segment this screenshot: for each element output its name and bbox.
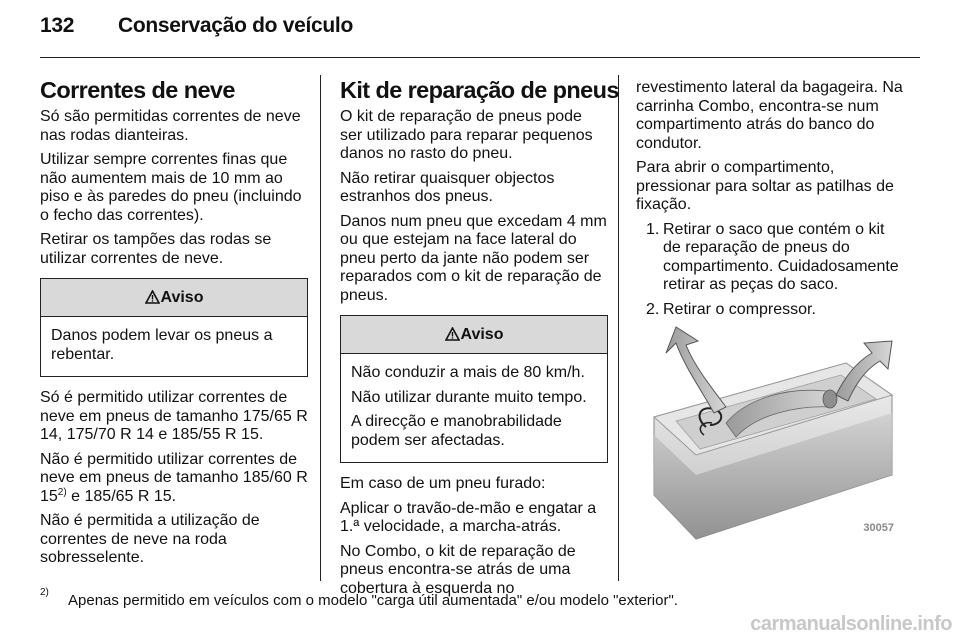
warning-triangle-icon [445,318,460,355]
paragraph: Só é permitido utilizar correntes de neve em pneus de tamanho 175/65 R 14, 175/70 R 14 e 185/55 R 15. [40,389,308,443]
step-number: 1. [646,220,660,238]
paragraph: No Combo, o kit de reparação de pneus encontra-se atrás de uma cobertura à esquerda no [340,542,576,597]
paragraph-text: Não é permitido utilizar correntes de neve em pneus de tamanho 185/60 R 15 [40,450,308,505]
column-repair-kit-continued [636,79,906,541]
footnote-reference[interactable]: 2) [57,486,67,498]
paragraph: Não retirar quaisquer objectos estranhos dos pneus. [340,169,555,205]
warning-title: Aviso [460,326,504,343]
step-text: Retirar o saco que contém o kit de reparação de pneus do compartimento. Cuidadosamente retirar as peças do saco. [663,220,899,293]
warning-line: Não conduzir a mais de 80 km/h. [351,364,585,381]
steps-list [636,221,906,320]
step-item [636,301,906,320]
paragraph: Para abrir o compartimento, pressionar para soltar as patilhas de fixação. [636,159,894,213]
paragraph: Só são permitidas correntes de neve nas rodas dianteiras. [40,108,301,144]
paragraph: Aplicar o travão-de-mão e engatar a 1.ª velocidade, a marcha-atrás. [340,499,597,535]
page-title: Conservação do veículo [118,14,353,37]
paragraph [40,451,308,507]
paragraph: Danos num pneu que excedam 4 mm ou que estejam na face lateral do pneu perto da jante não podem ser reparados com o kit de reparação de pneus. [340,212,607,304]
paragraph: O kit de reparação de pneus pode ser utilizado para reparar pequenos danos no rasto do pneu. [340,108,593,162]
paragraph: Utilizar sempre correntes finas que não aumentem mais de 10 mm ao piso e às paredes do pneu (incluindo o fecho das correntes). [40,151,302,224]
footnote-text: Apenas permitido em veículos com o modelo "carga útil aumentada" e/ou modelo "exterior". [68,592,678,609]
paragraph: Não é permitida a utilização de correntes de neve na roda sobresselente. [40,512,260,566]
repair-kit-illustration [636,325,900,541]
step-item [636,221,906,295]
page-number: 132 [40,14,75,37]
figure-number: 30057 [863,521,894,534]
column-divider [618,75,619,581]
section-heading-snow-chains: Correntes de neve [40,77,235,103]
page-header [40,14,353,38]
site-watermark: carmanualsonline.info [750,613,952,635]
warning-text: Danos podem levar os pneus a rebentar. [51,327,273,363]
warning-line: A direcção e manobrabilidade podem ser afectadas. [351,413,562,449]
paragraph: Retirar os tampões das rodas se utilizar correntes de neve. [40,231,272,267]
step-number: 2. [646,300,660,318]
column-snow-chains [40,74,308,574]
column-divider [320,75,321,581]
warning-title: Aviso [160,289,204,306]
warning-body [41,317,307,376]
warning-header [341,316,607,354]
warning-header [41,279,307,317]
warning-line: Não utilizar durante muito tempo. [351,388,587,406]
paragraph: revestimento lateral da bagageira. Na carrinha Combo, encontra-se num compartimento atrás do banco do condutor. [636,79,903,152]
paragraph: Em caso de um pneu furado: [340,475,546,492]
step-text: Retirar o compressor. [663,300,816,318]
column-repair-kit [340,74,619,604]
section-heading-repair-kit: Kit de reparação de pneus [340,77,619,103]
warning-box [40,278,308,377]
warning-triangle-icon [145,281,160,318]
paragraph-text: e 185/65 R 15. [66,487,177,505]
header-rule [40,57,920,58]
warning-box [340,315,608,463]
warning-body [341,354,607,462]
footnote-mark: 2) [40,587,49,598]
compartment-image [636,325,900,541]
